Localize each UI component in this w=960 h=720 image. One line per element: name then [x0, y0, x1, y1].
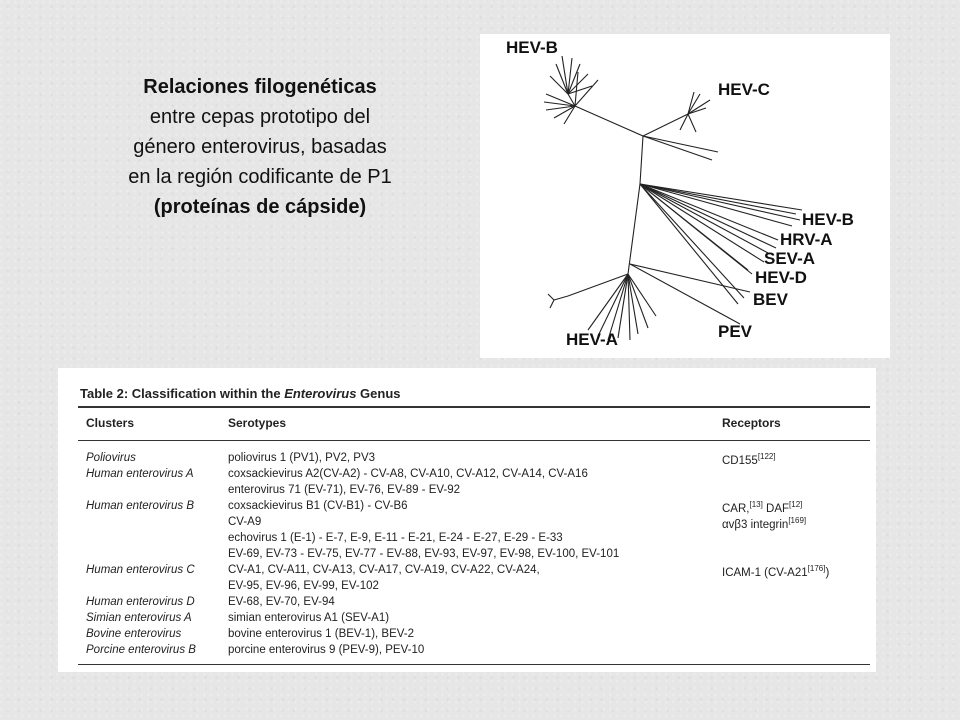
- row-receptor: [722, 500, 802, 515]
- receptor-ref-2: [12]: [789, 500, 803, 509]
- caption-genus: Enterovirus: [284, 386, 357, 401]
- row-cluster: Human enterovirus C: [86, 564, 195, 576]
- table-row: [58, 644, 876, 661]
- receptor-text-2: ): [825, 566, 830, 579]
- header-serotypes: Serotypes: [228, 416, 287, 430]
- row-cluster: Bovine enterovirus: [86, 628, 182, 640]
- row-serotypes: bovine enterovirus 1 (BEV-1), BEV-2: [228, 628, 415, 640]
- classification-table: [58, 368, 876, 672]
- tree-label-hrv-a: HRV-A: [780, 230, 833, 249]
- tree-label-hev-c: HEV-C: [718, 80, 770, 99]
- tree-label-hev-a: HEV-A: [566, 330, 618, 349]
- tree-label-hev-b: HEV-B: [802, 210, 854, 229]
- table-row: [58, 580, 876, 597]
- title-line-3: género enterovirus, basadas: [133, 136, 387, 158]
- table-row: [58, 500, 876, 517]
- tree-label-pev: PEV: [718, 322, 753, 341]
- title-line-2: entre cepas prototipo del: [149, 106, 371, 128]
- slide-title: [60, 72, 460, 222]
- row-receptor: [722, 516, 806, 531]
- row-serotypes: coxsackievirus A2(CV-A2) - CV-A8, CV-A10, CV-A12, CV-A14, CV-A16: [228, 468, 588, 480]
- row-serotypes: EV-68, EV-70, EV-94: [228, 596, 335, 608]
- row-receptor: [722, 452, 776, 467]
- row-serotypes: coxsackievirus B1 (CV-B1) - CV-B6: [228, 500, 408, 512]
- table-header-rule: [78, 440, 870, 441]
- row-serotypes: enterovirus 71 (EV-71), EV-76, EV-89 - EV-92: [228, 484, 461, 496]
- row-cluster: Porcine enterovirus B: [86, 644, 196, 656]
- receptor-text: ICAM-1 (CV-A21: [722, 566, 808, 579]
- table-row: [58, 532, 876, 549]
- row-serotypes: porcine enterovirus 9 (PEV-9), PEV-10: [228, 644, 425, 656]
- table-top-rule: [78, 406, 870, 408]
- table-row: [58, 452, 876, 469]
- row-cluster: Poliovirus: [86, 452, 136, 464]
- tree-label-sev-a: SEV-A: [764, 249, 816, 268]
- row-serotypes: EV-69, EV-73 - EV-75, EV-77 - EV-88, EV-93, EV-97, EV-98, EV-100, EV-101: [228, 548, 620, 560]
- title-line-4: en la región codificante de P1: [128, 166, 392, 188]
- tree-diagram: [480, 34, 890, 358]
- table-row: [58, 612, 876, 629]
- row-serotypes: EV-95, EV-96, EV-99, EV-102: [228, 580, 379, 592]
- receptor-text: CD155: [722, 454, 758, 467]
- row-serotypes: poliovirus 1 (PV1), PV2, PV3: [228, 452, 376, 464]
- table-row: [58, 596, 876, 613]
- table-row: [58, 484, 876, 501]
- tree-label-hev-d: HEV-D: [755, 268, 807, 287]
- row-serotypes: CV-A1, CV-A11, CV-A13, CV-A17, CV-A19, CV-A22, CV-A24,: [228, 564, 540, 576]
- table-row: [58, 468, 876, 485]
- receptor-ref: [176]: [807, 564, 826, 573]
- row-cluster: Human enterovirus B: [86, 500, 195, 512]
- row-serotypes: CV-A9: [228, 516, 262, 528]
- receptor-ref: [169]: [788, 516, 807, 525]
- title-line-5: (proteínas de cápside): [153, 196, 367, 218]
- table-bottom-rule: [78, 664, 870, 665]
- receptor-ref: [122]: [757, 452, 776, 461]
- table-row: [58, 564, 876, 581]
- row-serotypes: simian enterovirus A1 (SEV-A1): [228, 612, 390, 624]
- table-caption: [80, 386, 401, 401]
- table-row: [58, 628, 876, 645]
- title-line-1: Relaciones filogenéticas: [143, 76, 377, 98]
- receptor-text: CAR,: [722, 502, 750, 515]
- row-serotypes: echovirus 1 (E-1) - E-7, E-9, E-11 - E-21, E-24 - E-27, E-29 - E-33: [228, 532, 563, 544]
- table-row: [58, 516, 876, 533]
- receptor-text: αvβ3 integrin: [722, 518, 789, 531]
- header-clusters: Clusters: [86, 416, 135, 430]
- table-row: [58, 548, 876, 565]
- receptor-text-2: DAF: [762, 502, 790, 515]
- row-cluster: Human enterovirus D: [86, 596, 195, 608]
- caption-suffix: Genus: [356, 386, 401, 401]
- tree-label-hev-b-top: HEV-B: [506, 38, 558, 57]
- caption-prefix: Table 2: Classification within the: [80, 386, 285, 401]
- header-receptors: Receptors: [722, 416, 781, 430]
- tree-label-bev: BEV: [753, 290, 788, 309]
- receptor-ref: [13]: [749, 500, 763, 509]
- phylogenetic-tree: [480, 34, 890, 358]
- row-cluster: Simian enterovirus A: [86, 612, 192, 624]
- row-cluster: Human enterovirus A: [86, 468, 194, 480]
- row-receptor: [722, 564, 829, 579]
